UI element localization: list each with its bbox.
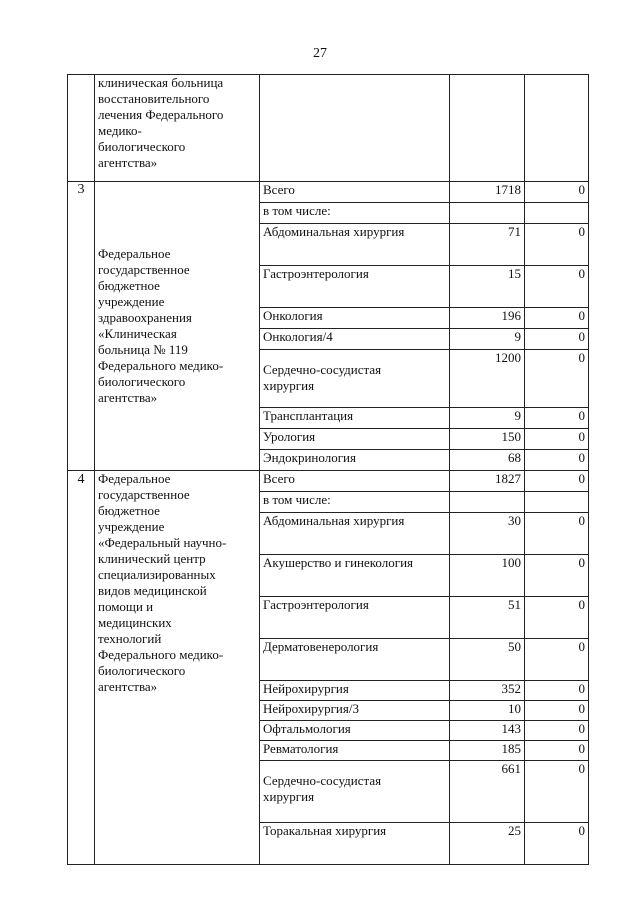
extra-count: 0 xyxy=(525,741,589,761)
department-cell xyxy=(260,75,450,182)
department-name: Абдоминальная хирургия xyxy=(260,513,450,555)
org-name: клиническая больница восстановительного лечения Федерального медико- биологического агентства» xyxy=(98,75,224,170)
bed-count: 9 xyxy=(450,408,525,429)
bed-count: 1200 xyxy=(450,350,525,408)
table-row xyxy=(68,471,589,492)
extra-count: 0 xyxy=(525,471,589,492)
extra-count: 0 xyxy=(525,224,589,266)
extra-count: 0 xyxy=(525,266,589,308)
extra-count: 0 xyxy=(525,408,589,429)
bed-count xyxy=(450,203,525,224)
department-name: Акушерство и гинекология xyxy=(260,555,450,597)
bed-count: 1718 xyxy=(450,182,525,203)
department-name: Онкология xyxy=(260,308,450,329)
extra-count: 0 xyxy=(525,639,589,681)
extra-count: 0 xyxy=(525,597,589,639)
org-name-cell xyxy=(95,75,260,182)
bed-count: 51 xyxy=(450,597,525,639)
bed-count: 15 xyxy=(450,266,525,308)
bed-count: 9 xyxy=(450,329,525,350)
department-name: Трансплантация xyxy=(260,408,450,429)
bed-count xyxy=(450,492,525,513)
bed-count: 185 xyxy=(450,741,525,761)
bed-count: 143 xyxy=(450,721,525,741)
department-name: Гастроэнтерология xyxy=(260,266,450,308)
extra-count: 0 xyxy=(525,329,589,350)
extra-count: 0 xyxy=(525,761,589,823)
bed-count: 68 xyxy=(450,450,525,471)
extra-count: 0 xyxy=(525,681,589,701)
bed-count: 1827 xyxy=(450,471,525,492)
extra-count: 0 xyxy=(525,555,589,597)
count-cell xyxy=(450,75,525,182)
extra-count: 0 xyxy=(525,182,589,203)
extra-count xyxy=(525,203,589,224)
hospital-beds-table xyxy=(67,74,589,865)
bed-count: 661 xyxy=(450,761,525,823)
department-name: Гастроэнтерология xyxy=(260,597,450,639)
extra-count xyxy=(525,492,589,513)
department-name: Дерматовенерология xyxy=(260,639,450,681)
department-name: Всего xyxy=(260,471,450,492)
extra-count: 0 xyxy=(525,350,589,408)
extra-count: 0 xyxy=(525,701,589,721)
department-name: Онкология/4 xyxy=(260,329,450,350)
org-name-cell xyxy=(95,182,260,471)
department-name: Офтальмология xyxy=(260,721,450,741)
row-number-cell xyxy=(68,75,95,182)
extra-cell xyxy=(525,75,589,182)
bed-count: 100 xyxy=(450,555,525,597)
org-name: Федеральное государственное бюджетное учреждение «Федеральный научно- клинический центр специализированных видов медицинской помощи и медицинских технологий Федерального медико- биологического агентства» xyxy=(98,471,227,694)
bed-count: 10 xyxy=(450,701,525,721)
department-name: Сердечно-сосудистая хирургия xyxy=(260,350,450,408)
table-row xyxy=(68,75,589,182)
department-name: Ревматология xyxy=(260,741,450,761)
department-name: Нейрохирургия/3 xyxy=(260,701,450,721)
bed-count: 50 xyxy=(450,639,525,681)
extra-count: 0 xyxy=(525,513,589,555)
bed-count: 71 xyxy=(450,224,525,266)
extra-count: 0 xyxy=(525,721,589,741)
org-name: Федеральное государственное бюджетное учреждение здравоохранения «Клиническая больница № 119 Федерального медико- биологического агентства» xyxy=(98,246,224,405)
table-row xyxy=(68,182,589,203)
bed-count: 352 xyxy=(450,681,525,701)
bed-count: 30 xyxy=(450,513,525,555)
department-name: Торакальная хирургия xyxy=(260,823,450,865)
page-number: 27 xyxy=(313,46,327,61)
row-number: 3 xyxy=(68,182,95,471)
extra-count: 0 xyxy=(525,429,589,450)
department-name: Урология xyxy=(260,429,450,450)
row-number: 4 xyxy=(68,471,95,865)
bed-count: 196 xyxy=(450,308,525,329)
department-name: в том числе: xyxy=(260,203,450,224)
department-name: Сердечно-сосудистая хирургия xyxy=(260,761,450,823)
extra-count: 0 xyxy=(525,823,589,865)
department-name: в том числе: xyxy=(260,492,450,513)
department-name: Нейрохирургия xyxy=(260,681,450,701)
bed-count: 25 xyxy=(450,823,525,865)
org-name-cell xyxy=(95,471,260,865)
extra-count: 0 xyxy=(525,450,589,471)
bed-count: 150 xyxy=(450,429,525,450)
department-name: Эндокринология xyxy=(260,450,450,471)
extra-count: 0 xyxy=(525,308,589,329)
department-name: Всего xyxy=(260,182,450,203)
department-name: Абдоминальная хирургия xyxy=(260,224,450,266)
